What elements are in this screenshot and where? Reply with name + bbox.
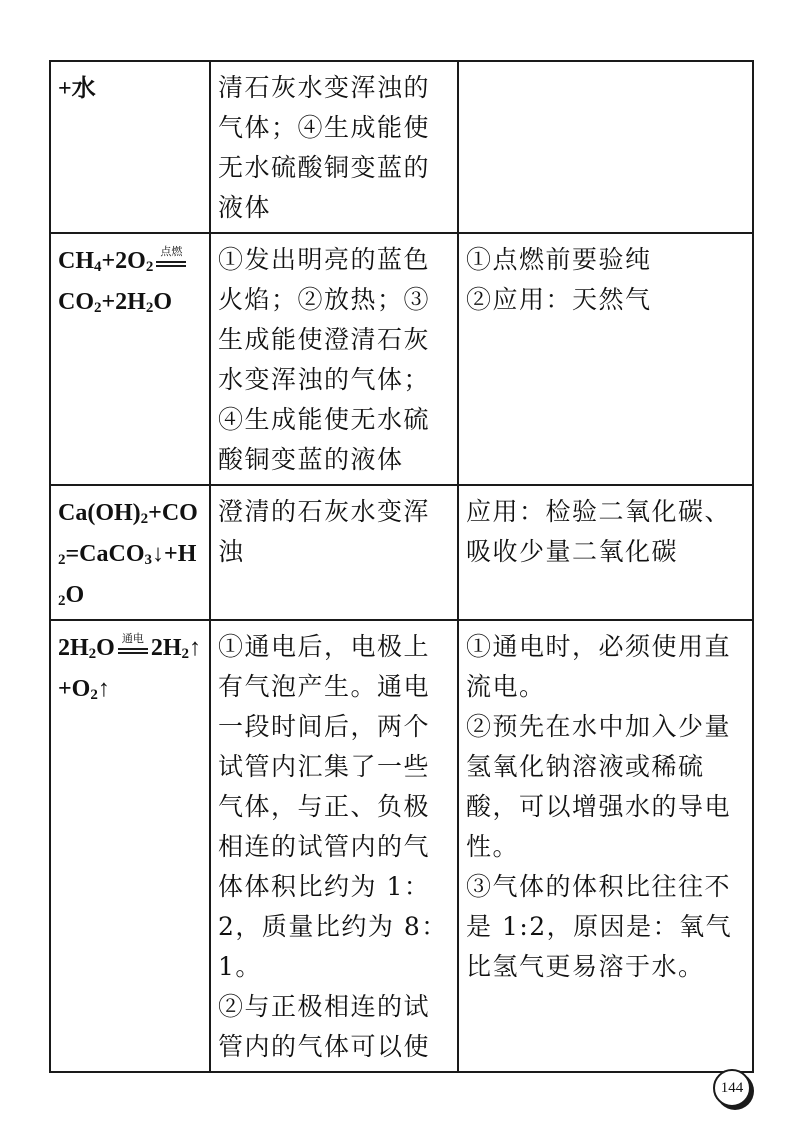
equals-line-bottom [156, 265, 186, 267]
eq-subscript: 2 [58, 593, 66, 609]
eq-part: =CaCO [65, 541, 145, 567]
phenomenon-cell [210, 485, 458, 620]
phenomenon-text: ②与正极相连的试管内的气体可以使 [218, 992, 431, 1061]
phenomenon-text: 清石灰水变浑浊的气体；④生成能使无水硫酸铜变蓝的液体 [218, 73, 431, 222]
table-row [50, 620, 753, 1072]
eq-part: 2H [58, 635, 89, 661]
eq-part: 2H [150, 635, 182, 661]
table-row [50, 61, 753, 233]
equation-cell [50, 485, 210, 620]
equals-line-top [156, 261, 186, 263]
equation [58, 245, 189, 316]
eq-subscript: 2 [145, 300, 154, 316]
eq-part: CO [58, 289, 94, 315]
eq-part: +2H [101, 289, 146, 315]
eq-subscript: 2 [181, 646, 190, 662]
eq-part: CH [58, 248, 94, 274]
eq-part: O [65, 582, 85, 608]
note-line: ①点燃前要验纯 [466, 245, 652, 274]
eq-part: O [153, 289, 173, 315]
phenomenon-text: ①通电后，电极上有气泡产生。通电一段时间后，两个试管内汇集了一些气体，与正、负极相连的试管内的气体体积比约为 1：2，质量比约为 8：1。 [218, 632, 448, 981]
condition-label: 点燃 [160, 245, 183, 259]
equation-cell [50, 620, 210, 1072]
eq-part: +CO [148, 500, 198, 526]
page-number: 144 [713, 1069, 751, 1107]
equation-cell [50, 233, 210, 485]
phenomenon-cell [210, 620, 458, 1072]
eq-part: Ca(OH) [58, 500, 141, 526]
note-line: ②应用：天然气 [466, 285, 652, 314]
eq-part: ↓+H [152, 541, 197, 567]
note-line: ①通电时，必须使用直流电。 [466, 632, 732, 701]
note-line: ②预先在水中加入少量氢氧化钠溶液或稀硫酸，可以增强水的导电性。 [466, 712, 732, 861]
notes-text: 应用：检验二氧化碳、吸收少量二氧化碳 [466, 497, 732, 566]
table-row [50, 233, 753, 485]
eq-subscript: 2 [88, 646, 97, 662]
eq-subscript: 4 [94, 259, 102, 275]
eq-subscript: 2 [145, 259, 154, 275]
eq-part: ↑ [97, 676, 110, 702]
notes-cell [458, 233, 753, 485]
phenomenon-cell [210, 233, 458, 485]
equals-line-top [118, 648, 148, 650]
condition-label: 通电 [121, 632, 144, 646]
phenomenon-cell [210, 61, 458, 233]
reaction-table [49, 60, 754, 1073]
eq-part: +2O [101, 248, 146, 274]
equation-cell [50, 61, 210, 233]
reaction-condition [118, 632, 148, 660]
eq-part: O [96, 635, 115, 661]
eq-subscript: 2 [94, 300, 102, 316]
note-line: ③气体的体积比往往不是 1:2，原因是：氧气比氢气更易溶于水。 [466, 872, 733, 981]
reaction-condition [156, 245, 186, 273]
eq-subscript: 2 [90, 687, 98, 703]
eq-subscript: 2 [58, 552, 66, 568]
phenomenon-text: 澄清的石灰水变浑浊 [218, 497, 431, 566]
notes-cell [458, 485, 753, 620]
table-row [50, 485, 753, 620]
eq-subscript: 2 [140, 511, 149, 527]
equation [58, 632, 202, 703]
phenomenon-text: ①发出明亮的蓝色火焰；②放热；③生成能使澄清石灰水变浑浊的气体；④生成能使无水硫酸铜变蓝的液体 [218, 245, 431, 474]
eq-part: ↑+O [58, 635, 202, 702]
notes-cell [458, 620, 753, 1072]
equation [58, 500, 198, 608]
eq-subscript: 3 [144, 552, 153, 568]
equation-text: +水 [58, 76, 96, 102]
notes-cell [458, 61, 753, 233]
equals-line-bottom [118, 652, 148, 654]
